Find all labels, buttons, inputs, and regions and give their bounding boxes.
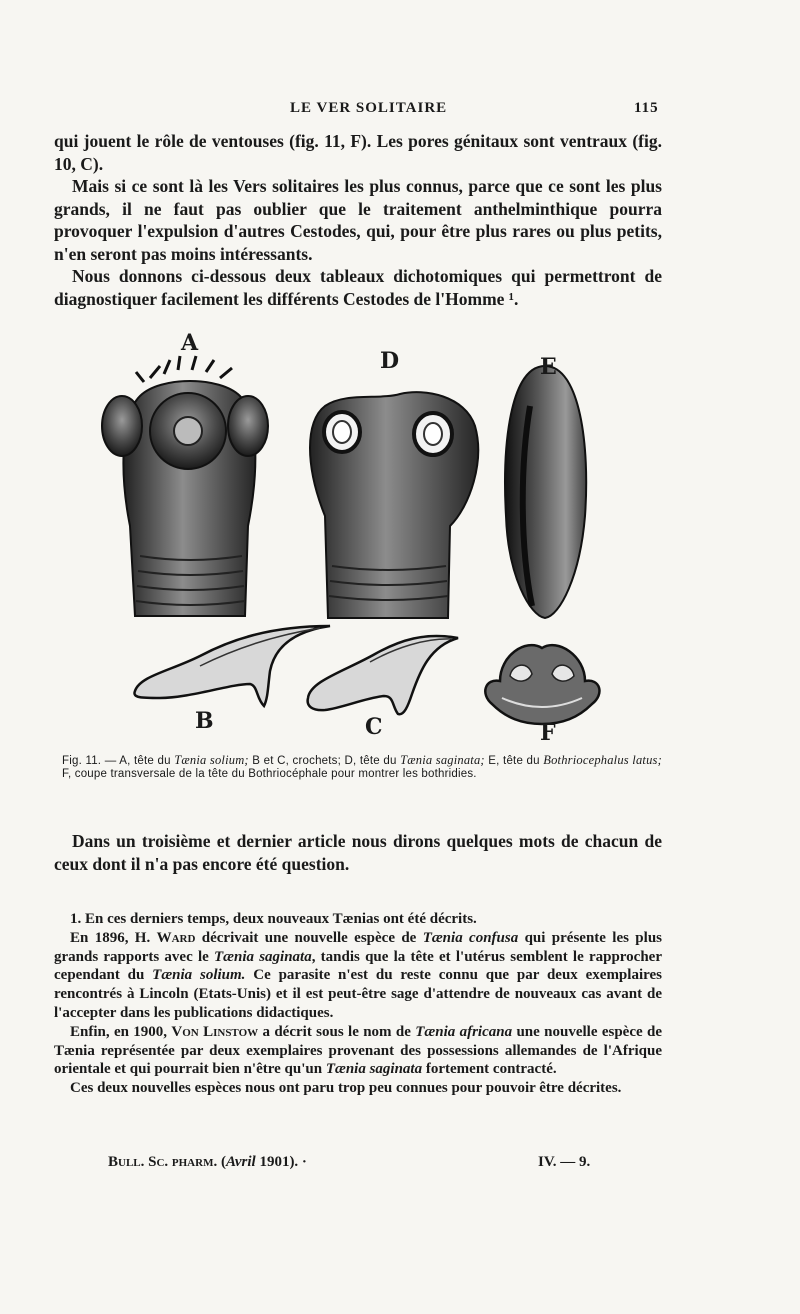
figure-label-e: E [540,354,557,380]
journal-citation: Bull. Sc. pharm. (Avril 1901). · [108,1154,307,1170]
figure-label-c: C [365,714,383,740]
paragraph-1: qui jouent le rôle de ventouses (fig. 11, F). Les pores génitaux sont ventraux (fig. 10, C). [54,131,662,174]
head-e-bothriocephalus [505,366,586,618]
figure-label-d: D [380,348,400,374]
footnote-line-4: Ces deux nouvelles espèces nous ont paru trop peu connues pour pouvoir être décrites. [70,1080,622,1097]
footnote-line-1: 1. En ces derniers temps, deux nouveaux Tænias ont été décrits. [70,911,477,927]
taxon-bothriocephalus-latus: Bothriocephalus latus; [543,753,662,767]
taxon-taenia-solium: Tænia solium; [174,753,249,767]
figure-label-b: B [195,708,214,734]
page-number: 115 [634,100,659,116]
hook-c [308,636,458,714]
head-a-taenia-solium [102,356,268,616]
hook-b [134,626,330,706]
running-head [0,100,800,120]
section-f [485,645,599,724]
taxon-taenia-saginata: Tænia saginata; [400,753,485,767]
figure-label-a: A [181,330,199,356]
running-title: LE VER SOLITAIRE [290,100,448,116]
figure-caption: Fig. 11. — A, tête du Tænia solium; B et C, crochets; D, tête du Tænia saginata; E, tête du Bothriocephalus latus; F, coupe transversale de la tête du Bothriocéphale pour montrer les bothridies. [62,753,662,780]
footnote-para-ward: En 1896, H. Ward décrivait une nouvelle espèce de Tænia confusa qui présente les plus grands rapports avec le Tænia saginata, tandis que la tête et l'utérus semblent le rapprocher cependant du Tænia solium. Ce parasite n'est du reste connu que par deux exemplaires rencontrés à Lincoln (Etats-Unis) et il est peut-être sage d'attendre de nouveaux cas avant de l'accepter dans les publications didactiques. [54,929,663,1021]
figure-label-f: F [540,720,556,746]
footnote-para-linstow: Enfin, en 1900, Von Linstow a décrit sous le nom de Tænia africana une nouvelle espèce de Tænia représentée par deux exemplaires provenant des possessions allemandes de l'Afrique orientale et qui pourrait bien n'être qu'un Tænia saginata fortement contracté. [54,1023,662,1078]
signature-mark: IV. — 9. [538,1154,591,1170]
figure-11 [80,326,700,746]
paragraph-3: Nous donnons ci-dessous deux tableaux dichotomiques qui permettront de diagnostiquer facilement les différents Cestodes de l'Homme ¹. [54,266,662,309]
paragraph-2: Mais si ce sont là les Vers solitaires les plus connus, parce que ce sont les plus grands, il ne faut pas oublier que le traitement anthelminthique pourra provoquer l'expulsion d'autres Cestodes, qui, pour être plus rares ou plus petits, n'en seront pas moins intéressants. [54,176,662,264]
page-footer [0,1154,800,1176]
footnote [54,910,662,1098]
head-d-taenia-saginata [310,392,478,618]
closing-paragraph: Dans un troisième et dernier article nous dirons quelques mots de chacun de ceux dont il n'a pas encore été question. [54,831,662,874]
body-text [54,130,662,310]
figure-illustration [80,326,700,746]
